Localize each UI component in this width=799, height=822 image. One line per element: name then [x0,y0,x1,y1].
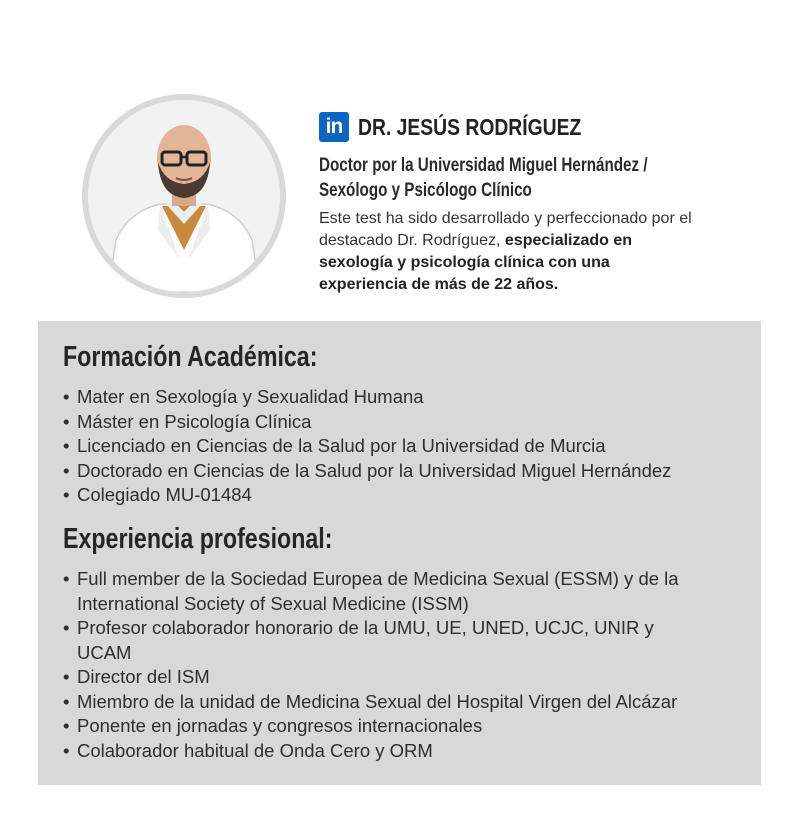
list-item: • Profesor colaborador honorario de la UMU, UE, UNED, UCJC, UNIR y UCAM [63,616,703,665]
education-title: Formación Académica: [63,341,318,373]
experience-list [63,567,703,763]
doctor-title-line: Sexólogo y Psicólogo Clínico [319,180,532,201]
list-item: • Licenciado en Ciencias de la Salud por la Universidad de Murcia [63,434,743,459]
avatar [82,94,286,298]
list-item: • Colegiado MU-01484 [63,483,743,508]
doctor-title-line: Doctor por la Universidad Miguel Hernández / [319,155,648,176]
list-item: • Doctorado en Ciencias de la Salud por la Universidad Miguel Hernández [63,459,743,484]
list-item: • Colaborador habitual de Onda Cero y ORM [63,739,703,764]
list-item: • Miembro de la unidad de Medicina Sexual del Hospital Virgen del Alcázar [63,690,757,715]
credentials-panel [38,321,761,785]
linkedin-icon[interactable]: in [319,112,349,142]
list-item: • Ponente en jornadas y congresos internacionales [63,714,703,739]
name-row [319,112,779,142]
list-item: • Mater en Sexología y Sexualidad Humana [63,385,743,410]
doctor-title [319,153,767,203]
experience-title: Experiencia profesional: [63,523,333,555]
doctor-photo [88,100,280,292]
list-item: • Full member de la Sociedad Europea de Medicina Sexual (ESSM) y de la International Society of Sexual Medicine (ISSM) [63,567,703,616]
list-item: • Director del ISM [63,665,703,690]
doctor-name: DR. JESÚS RODRÍGUEZ [358,113,582,140]
list-item: • Máster en Psicología Clínica [63,410,743,435]
profile-header [319,112,779,296]
education-list [63,385,743,508]
bio-regular-text: Este test ha sido desarrollado y perfeccionado por el destacado Dr. Rodríguez, [319,210,692,249]
doctor-bio [319,208,699,296]
bio-bold-text: especializado en sexología y psicología clínica con una experiencia de más de 22 años. [319,232,633,293]
